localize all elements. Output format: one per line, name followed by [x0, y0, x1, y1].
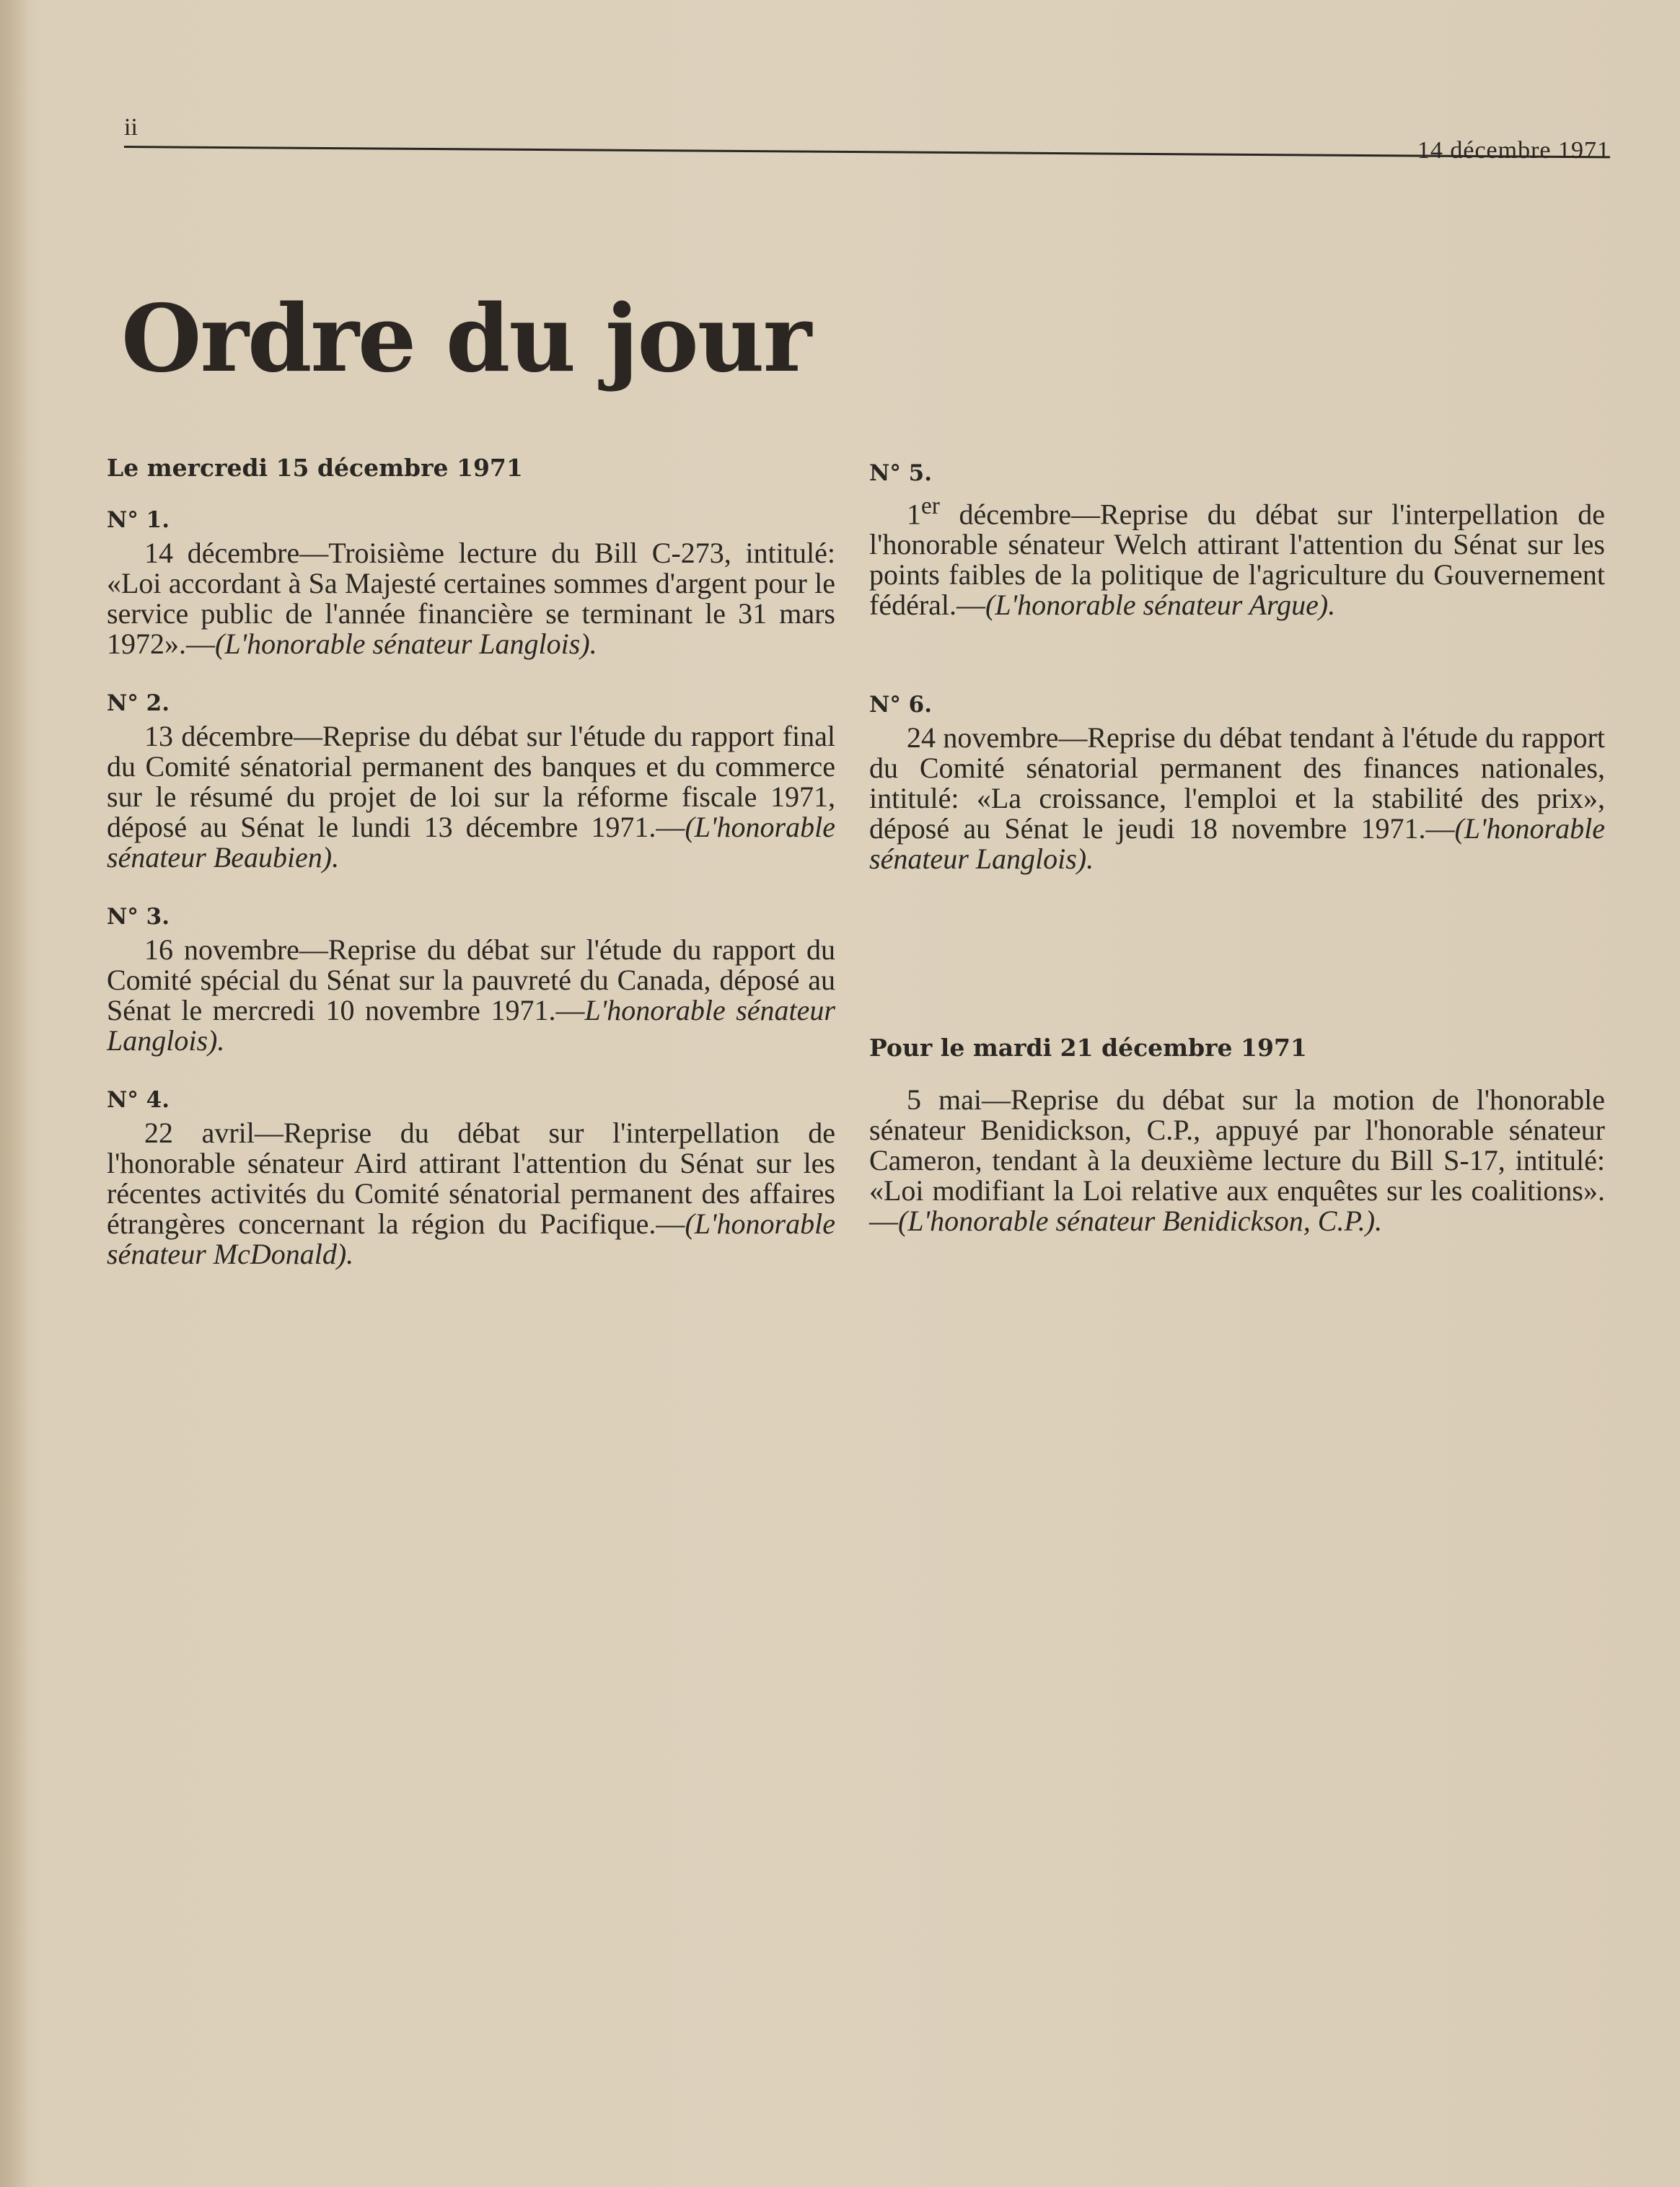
item-number: N° 1.: [107, 507, 170, 533]
item-attribution: (L'honorable sénateur Langlois).: [215, 628, 597, 660]
item-number: N° 6.: [869, 692, 932, 718]
item-body: 5 mai—Reprise du débat sur la motion de l'honorable sénateur Benidickson, C.P., appuyé par l'honorable sénateur Cameron, tendant à la deuxième lecture du Bill S-17, intitulé: «Loi modifiant la Loi relative aux enquêtes sur les coalitions».—: [869, 1083, 1605, 1238]
item-body: 22 avril—Reprise du débat sur l'interpellation de l'honorable sénateur Aird attirant l'attention du Sénat sur les récentes activités du Comité sénatorial permanent des affaires étrangères concernant la région du Pacifique.—: [107, 1117, 835, 1240]
item-superscript: er: [921, 493, 940, 519]
item-body: 24 novembre—Reprise du débat tendant à l'étude du rapport du Comité sénatorial permanent des finances nationales, intitulé: «La croissance, l'emploi et la stabilité des prix», déposé au Sénat le jeudi 18 novembre 1971.—: [869, 721, 1605, 845]
item-attribution: (L'honorable sénateur Benidickson, C.P.).: [898, 1205, 1383, 1238]
item-attribution: (L'honorable sénateur Argue).: [985, 589, 1336, 622]
item-body: 13 décembre—Reprise du débat sur l'étude du rapport final du Comité sénatorial permanent des banques et du commerce sur le résumé du projet de loi sur la réforme fiscale 1971, déposé au Sénat le lundi 13 décembre 1971.—: [107, 720, 835, 843]
page-title: Ordre du jour: [121, 285, 811, 393]
item-text: [107, 538, 835, 659]
item-number: N° 5.: [869, 460, 932, 486]
day-heading: Pour le mardi 21 décembre 1971: [869, 1034, 1307, 1062]
spacer: [869, 903, 1605, 1033]
running-head: [124, 108, 1610, 173]
header-rule: [124, 146, 1610, 158]
spacer: [869, 649, 1605, 690]
item-text: [869, 723, 1605, 874]
item-text: [869, 491, 1605, 620]
page-binding-shadow: [0, 0, 29, 2187]
item-text: [107, 935, 835, 1056]
day-heading: Le mercredi 15 décembre 1971: [107, 454, 523, 482]
item-text: [107, 1118, 835, 1269]
right-column: [869, 458, 1605, 1265]
item-attribution: (L'honorable sénateur Langlois).: [869, 812, 1605, 876]
item-attribution: (L'honorable sénateur Beaubien).: [107, 811, 835, 874]
item-lead: 1: [907, 498, 921, 531]
left-column: [107, 453, 835, 1298]
item-text: [107, 721, 835, 873]
item-body: 14 décembre—Troisième lecture du Bill C-273, intitulé: «Loi accordant à Sa Majesté certaines sommes d'argent pour le service public de l'année financière se terminant le 31 mars 1972».—: [107, 537, 835, 660]
item-attribution: (L'honorable sénateur McDonald).: [107, 1207, 835, 1270]
page-number: ii: [124, 114, 138, 141]
header-date: 14 décembre 1971: [1417, 137, 1610, 164]
item-attribution: L'honorable sénateur Langlois).: [107, 994, 835, 1057]
item-number: N° 3.: [107, 904, 170, 930]
item-number: N° 4.: [107, 1087, 170, 1113]
item-text: [869, 1085, 1605, 1236]
item-number: N° 2.: [107, 690, 170, 716]
item-body: décembre—Reprise du débat sur l'interpellation de l'honorable sénateur Welch attirant l'attention du Sénat sur les points faibles de la politique de l'agriculture du Gouvernement fédéral.—: [869, 498, 1605, 622]
item-body: 16 novembre—Reprise du débat sur l'étude du rapport du Comité spécial du Sénat sur la pauvreté du Canada, déposé au Sénat le mercredi 10 novembre 1971.—: [107, 933, 835, 1026]
